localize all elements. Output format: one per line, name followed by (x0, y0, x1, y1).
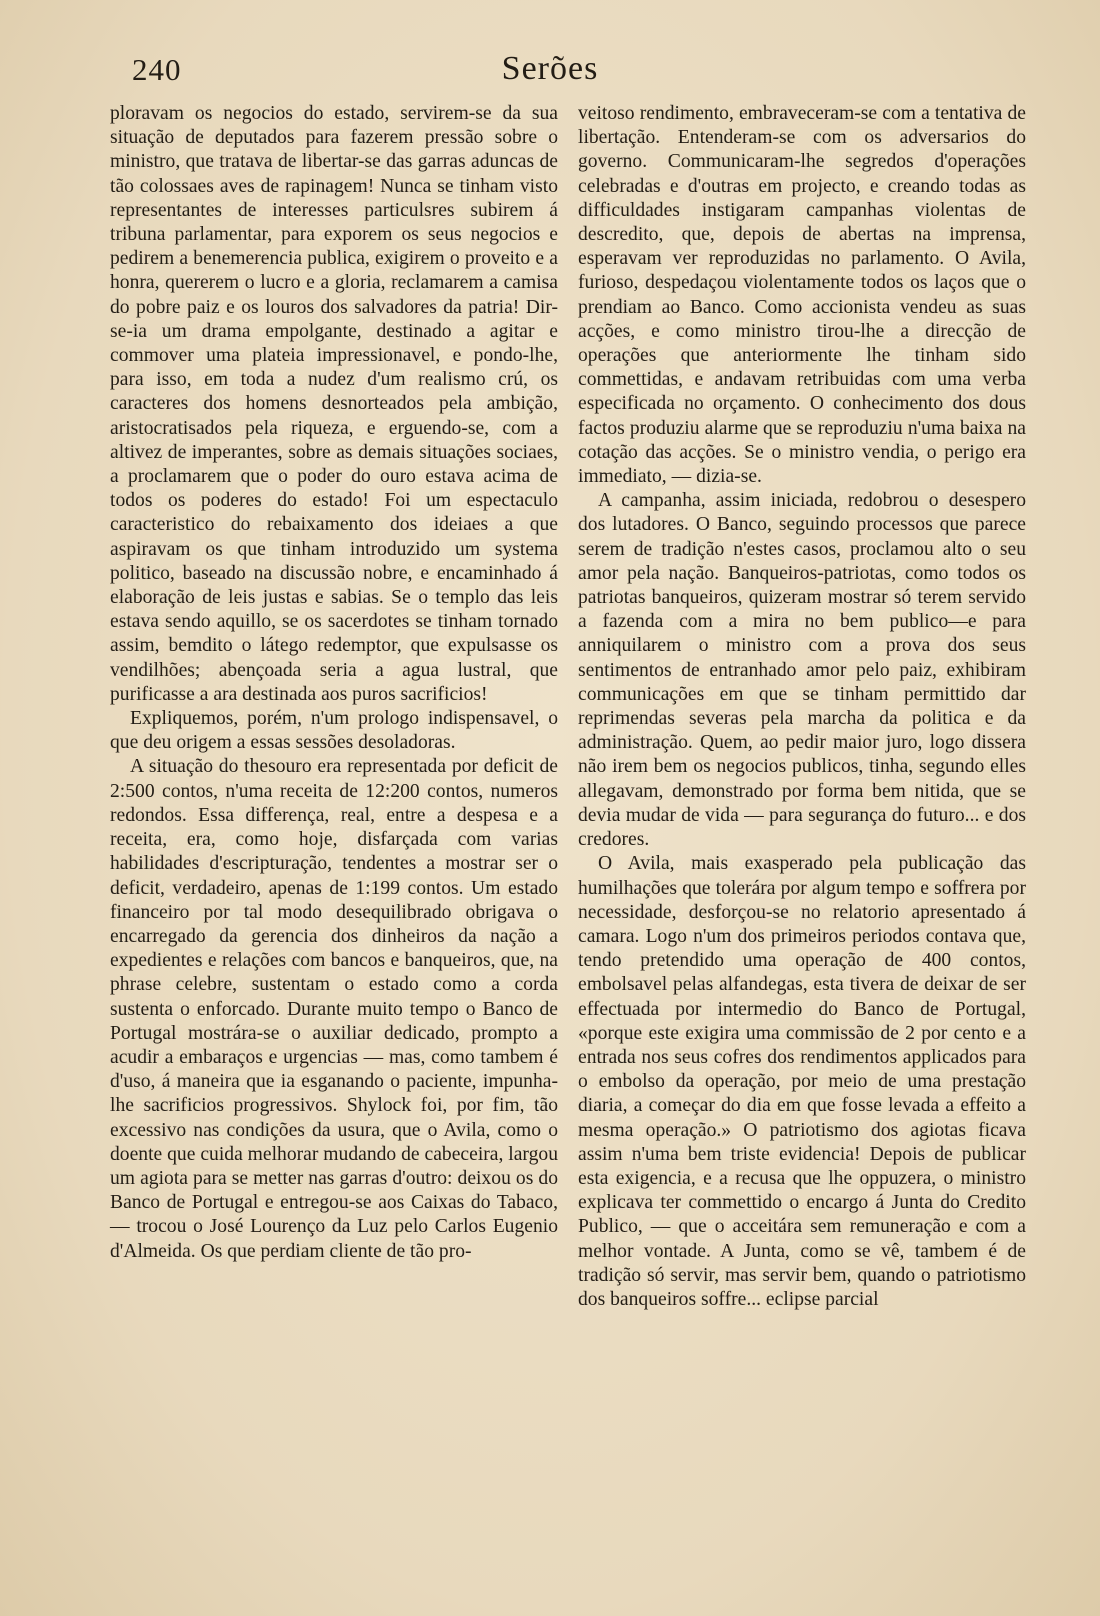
running-title: Serões (501, 50, 599, 87)
right-paragraph-1: veitoso rendimento, embraveceram-se com a tentativa de libertação. Entenderam-se com os adversarios do governo. Communicaram-lhe segredos d'operações celebradas e d'outras em projecto, e creando todas as difficuldades instigaram campanhas violentas de descredito, que, depois de abertas na imprensa, esperavam ver reproduzidas no parlamento. O Avila, furioso, despedaçou violentamente todos os laços que o prendiam ao Banco. Como accionista vendeu as suas acções, e como ministro tirou-lhe a direcção de operações que anteriormente lhe tinham sido commettidas, e andavam retribuidas com uma verba especificada no orçamento. O conhecimento dos dous factos produziu alarme que se reproduziu n'uma baixa na cotação das acções. Se o ministro vendia, o perigo era immediato, — dizia-se. (578, 103, 1026, 488)
left-paragraph-1: ploravam os negocios do estado, servirem-se da sua situação de deputados para fazerem pressão sobre o ministro, que tratava de libertar-se das garras aduncas de tão colossaes aves de rapinagem! Nunca se tinham visto representantes de interesses particulsres subirem á tribuna parlamentar, para exporem os seus negocios e pedirem a benemerencia publica, exigirem o proveito e a honra, quererem o lucro e a gloria, reclamarem a camisa do pobre paiz e os louros dos salvadores da patria! Dir-se-ia um drama empolgante, destinado a agitar e commover uma plateia impressionavel, e pondo-lhe, para isso, em toda a nudez d'um realismo crú, os caracteres dos homens desnorteados pela ambição, aristocratisados pela riqueza, e erguendo-se, com a altivez de imperantes, sobre as demais situações sociaes, a proclamarem que o poder do ouro estava acima de todos os poderes do estado! Foi um espectaculo caracteristico do rebaixamento dos ideiaes a que aspiravam os que tinham introduzido um systema politico, baseado na discussão nobre, e encaminhado á elaboração de leis justas e sabias. Se o templo das leis estava sendo aquillo, se os sacerdotes se tinham tornado assim, bemdito o látego redemptor, que expulsasse os vendilhões; abençoada seria a agua lustral, que purificasse a ara destinada aos puros sacrificios! (110, 103, 558, 705)
left-paragraph-2: Expliquemos, porém, n'um prologo indispensavel, o que deu origem a essas sessões desoladoras. (110, 708, 558, 754)
right-paragraph-3: O Avila, mais exasperado pela publicação das humilhações que tolerára por algum tempo e soffrera por necessidade, desforçou-se no relatorio apresentado á camara. Logo n'um dos primeiros periodos contava que, tendo pretendido uma operação de 400 contos, embolsavel pelas alfandegas, esta tivera de deixar de ser effectuada por intermedio do Banco de Portugal, «porque este exigira uma commissão de 2 por cento e a entrada nos seus cofres dos rendimentos applicados para o embolso da operação, por meio de uma prestação diaria, a começar do dia em que fosse levada a effeito a mesma operação.» O patriotismo dos agiotas ficava assim n'uma bem triste evidencia! Depois de publicar esta exigencia, e a recusa que lhe oppuzera, o ministro explicava ter commettido o encargo á Junta do Credito Publico, — que o acceitára sem remuneração e com a melhor vontade. A Junta, como se vê, tambem é de tradição só servir, mas servir bem, quando o patriotismo dos banqueiros soffre... eclipse parcial (578, 853, 1026, 1310)
left-paragraph-3: A situação do thesouro era representada por deficit de 2:500 contos, n'uma receita de 12:200 contos, numeros redondos. Essa differença, real, entre a despesa e a receita, era, como hoje, disfarçada com varias habilidades d'escripturação, tendentes a mostrar ser o deficit, verdadeiro, apenas de 1:199 contos. Um estado financeiro por tal modo desequilibrado obrigava o encarregado da gerencia dos dinheiros da nação a expedientes e relações com bancos e banqueiros, que, na phrase celebre, sustentam o estado como a corda sustenta o enforcado. Durante muito tempo o Banco de Portugal mostrára-se o auxiliar dedicado, prompto a acudir a embaraços e urgencias — mas, como tambem é d'uso, á maneira que ia esganando o paciente, impunha-lhe sacrificios progressivos. Shylock foi, por fim, tão excessivo nas condições da usura, que o Avila, como o doente que cuida melhorar mudando de cabeceira, largou um agiota para se metter nas garras d'outro: deixou os do Banco de Portugal e entregou-se aos Caixas do Tabaco, — trocou o José Lourenço da Luz pelo Carlos Eugenio d'Almeida. Os que perdiam cliente de tão pro- (110, 756, 558, 1262)
page-number: 240 (132, 52, 182, 87)
left-column (110, 102, 558, 1264)
right-paragraph-2: A campanha, assim iniciada, redobrou o desespero dos lutadores. O Banco, seguindo processos que parece serem de tradição n'estes casos, proclamou alto o seu amor pela nação. Banqueiros-patriotas, como todos os patriotas banqueiros, quizeram mostrar só terem servido a fazenda com a mira no bem publico—e para anniquilarem o ministro com a prova dos seus sentimentos de entranhado amor pelo paiz, exhibiram communicações em que se tinham permittido dar reprimendas severas pela marcha da politica e da administração. Quem, ao pedir maior juro, logo dissera não irem bem os negocios publicos, tinha, segundo elles allegavam, demonstrado por forma bem nitida, que se devia mudar de vida — para segurança do futuro... e dos credores. (578, 490, 1026, 851)
right-column (578, 102, 1026, 1312)
